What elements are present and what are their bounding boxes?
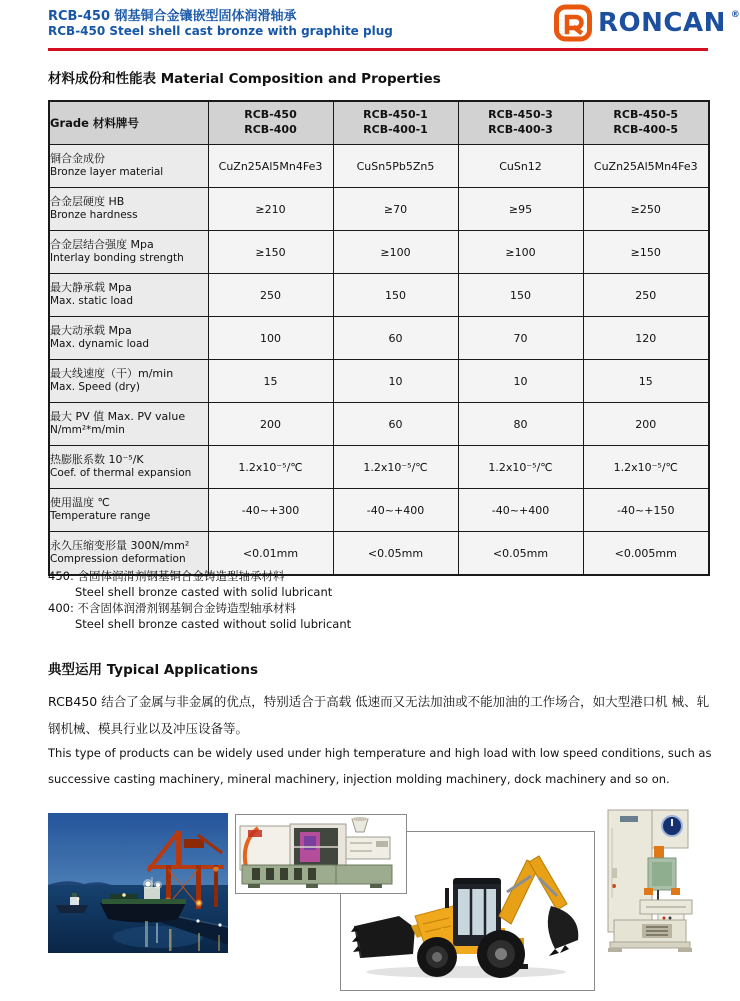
row-label-en: Bronze layer material (50, 166, 164, 179)
row-label (49, 446, 208, 489)
row-label-en: Temperature range (50, 510, 151, 523)
composition-table (48, 100, 710, 576)
brand-name: RONCAN (598, 8, 726, 38)
page-title-en: RCB-450 Steel shell cast bronze with graphite plug (48, 24, 393, 38)
row-label-cn: 永久压缩变形量 300N/mm² (50, 539, 190, 553)
cell-value: CuSn12 (458, 145, 583, 188)
cell-value: ≥95 (458, 188, 583, 231)
cell-value: 60 (333, 317, 458, 360)
row-label-cn: 热膨胀系数 10⁻⁵/K (50, 453, 144, 467)
grade-line2: RCB-400-3 (488, 123, 553, 136)
row-label-cn: 最大线速度（干）m/min (50, 367, 174, 381)
row-label (49, 145, 208, 188)
registered-trademark: ® (730, 10, 740, 20)
roncan-r-icon (553, 4, 593, 42)
cell-value: -40~+150 (583, 489, 709, 532)
grade-header-cell: Grade 材料牌号 (49, 101, 208, 145)
row-label-en: Max. dynamic load (50, 338, 150, 351)
cell-value: 10 (458, 360, 583, 403)
grade-line2: RCB-400-5 (613, 123, 679, 136)
row-label-en: N/mm²*m/min (50, 424, 125, 437)
brand-logo (553, 4, 740, 42)
table-header-row (49, 101, 709, 145)
applications-paragraph-en: This type of products can be widely used under high temperature and high load with low speed conditions, such as successive casting machinery, mineral machinery, injection molding machinery, dock machinery and so on. (48, 746, 712, 786)
cell-value: 1.2x10⁻⁵/℃ (583, 446, 709, 489)
column-header (583, 101, 709, 145)
cell-value: CuZn25Al5Mn4Fe3 (208, 145, 333, 188)
row-label-en: Coef. of thermal expansion (50, 467, 192, 480)
row-label (49, 231, 208, 274)
row-label-cn: 最大动承载 Mpa (50, 324, 132, 338)
grade-line1: RCB-450-3 (488, 108, 553, 122)
table-row (49, 274, 709, 317)
row-label (49, 489, 208, 532)
cell-value: ≥210 (208, 188, 333, 231)
cell-value: 120 (583, 317, 709, 360)
cell-value: 80 (458, 403, 583, 446)
cell-value: ≥250 (583, 188, 709, 231)
applications-paragraph-cn: RCB450 结合了金属与非金属的优点，特别适合于高载 低速而又无法加油或不能加油的工作场合，如大型港口机 械、轧钢机械、模具行业以及冲压设备等。 (48, 694, 710, 736)
injection-molding-machine-photo (235, 814, 407, 894)
row-label-cn: 合金层硬度 HB (50, 195, 125, 209)
column-header (208, 101, 333, 145)
table-row (49, 446, 709, 489)
cell-value: -40~+300 (208, 489, 333, 532)
cell-value: <0.05mm (458, 532, 583, 576)
row-label-cn: 最大 PV 值 Max. PV value (50, 410, 186, 424)
footnote-400-en: Steel shell bronze casted without solid lubricant (75, 617, 352, 631)
cell-value: 70 (458, 317, 583, 360)
row-label-en: Max. static load (50, 295, 133, 308)
cell-value: 15 (583, 360, 709, 403)
cell-value: 150 (458, 274, 583, 317)
row-label-en: Bronze hardness (50, 209, 138, 222)
row-label (49, 188, 208, 231)
cell-value: <0.005mm (583, 532, 709, 576)
footnote-450-cn: 450: 含固体润滑剂钢基铜合金铸造型轴承材料 (48, 569, 285, 583)
cell-value: 1.2x10⁻⁵/℃ (208, 446, 333, 489)
row-label-cn: 铜合金成份 (50, 152, 105, 166)
column-header (458, 101, 583, 145)
grade-line1: RCB-450-1 (363, 108, 428, 122)
cell-value: <0.01mm (208, 532, 333, 576)
table-row (49, 489, 709, 532)
table-row (49, 317, 709, 360)
row-label (49, 360, 208, 403)
cell-value: ≥100 (458, 231, 583, 274)
composition-heading: 材料成份和性能表 Material Composition and Properties (48, 71, 441, 87)
table-row (49, 403, 709, 446)
cell-value: 100 (208, 317, 333, 360)
row-label (49, 317, 208, 360)
table-footnotes (48, 568, 351, 632)
cell-value: ≥70 (333, 188, 458, 231)
row-label-cn: 合金层结合强度 Mpa (50, 238, 154, 252)
grade-line2: RCB-400 (244, 123, 297, 136)
footnote-450-en: Steel shell bronze casted with solid lubricant (75, 585, 333, 599)
cell-value: 250 (208, 274, 333, 317)
cell-value: -40~+400 (458, 489, 583, 532)
cell-value: ≥150 (583, 231, 709, 274)
grade-line2: RCB-400-1 (363, 123, 428, 136)
column-header (333, 101, 458, 145)
cell-value: ≥100 (333, 231, 458, 274)
table-row (49, 360, 709, 403)
row-label-en: Compression deformation (50, 553, 186, 566)
footnote-400-cn: 400: 不含固体润滑剂钢基铜合金铸造型轴承材料 (48, 601, 296, 615)
table-row (49, 231, 709, 274)
cell-value: CuZn25Al5Mn4Fe3 (583, 145, 709, 188)
row-label (49, 403, 208, 446)
grade-line1: RCB-450-5 (613, 108, 679, 122)
row-label (49, 274, 208, 317)
cell-value: -40~+400 (333, 489, 458, 532)
cell-value: 200 (208, 403, 333, 446)
cell-value: 15 (208, 360, 333, 403)
table-row (49, 188, 709, 231)
cell-value: <0.05mm (333, 532, 458, 576)
row-label-en: Max. Speed (dry) (50, 381, 141, 394)
dock-port-night-photo (48, 813, 228, 953)
row-label-cn: 最大静承载 Mpa (50, 281, 132, 295)
cell-value: 150 (333, 274, 458, 317)
cell-value: 60 (333, 403, 458, 446)
power-press-photo (600, 802, 700, 955)
page-title-cn: RCB-450 钢基铜合金镶嵌型固体润滑轴承 (48, 9, 297, 24)
table-row (49, 145, 709, 188)
cell-value: 250 (583, 274, 709, 317)
applications-heading: 典型运用 Typical Applications (48, 662, 258, 678)
cell-value: 200 (583, 403, 709, 446)
cell-value: ≥150 (208, 231, 333, 274)
cell-value: 1.2x10⁻⁵/℃ (458, 446, 583, 489)
header-divider (48, 48, 708, 51)
cell-value: 10 (333, 360, 458, 403)
cell-value: CuSn5Pb5Zn5 (333, 145, 458, 188)
row-label-cn: 使用温度 ℃ (50, 496, 110, 510)
row-label-en: Interlay bonding strength (50, 252, 184, 265)
cell-value: 1.2x10⁻⁵/℃ (333, 446, 458, 489)
grade-line1: RCB-450 (244, 108, 297, 122)
